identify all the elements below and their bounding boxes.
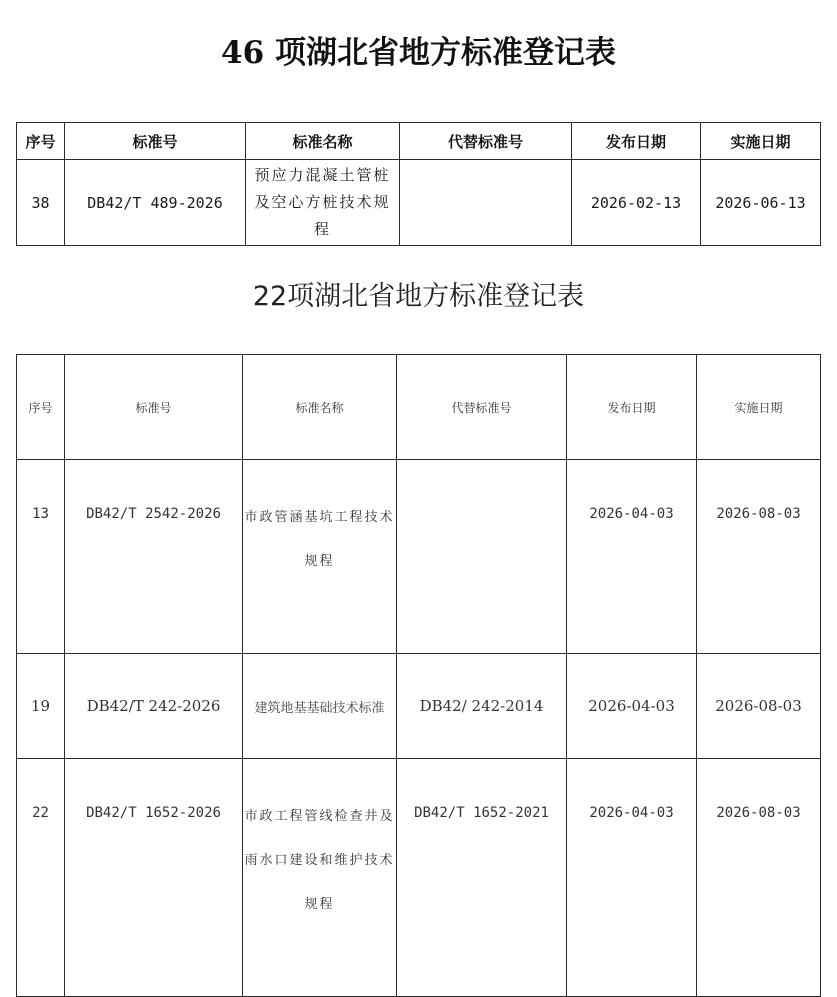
header-std-no: 标准号 (65, 355, 243, 460)
cell-std-no: DB42/T 489-2026 (65, 160, 246, 246)
table-header-row (17, 123, 821, 160)
cell-effective-date: 2026-06-13 (701, 160, 821, 246)
header-replaces: 代替标准号 (397, 355, 567, 460)
table-row (17, 460, 821, 654)
cell-publish-date: 2026-04-03 (567, 654, 697, 759)
cell-std-name: 市政管涵基坑工程技术规程 (243, 460, 397, 654)
header-publish-date: 发布日期 (567, 355, 697, 460)
cell-publish-date: 2026-04-03 (567, 460, 697, 654)
header-std-name: 标准名称 (243, 355, 397, 460)
header-std-name: 标准名称 (246, 123, 400, 160)
header-effective-date: 实施日期 (697, 355, 821, 460)
cell-std-no: DB42/T 242-2026 (65, 654, 243, 759)
standards-table-22 (16, 354, 821, 997)
cell-std-name: 市政工程管线检查井及雨水口建设和维护技术规程 (243, 759, 397, 997)
table2-title: 22项湖北省地方标准登记表 (252, 281, 585, 312)
cell-no: 22 (17, 759, 65, 997)
cell-std-name: 预应力混凝土管桩及空心方桩技术规程 (246, 160, 400, 246)
table-row (17, 160, 821, 246)
cell-effective-date: 2026-08-03 (697, 654, 821, 759)
cell-std-no: DB42/T 1652-2026 (65, 759, 243, 997)
header-no: 序号 (17, 123, 65, 160)
cell-no: 19 (17, 654, 65, 759)
header-publish-date: 发布日期 (572, 123, 701, 160)
cell-replaces (397, 460, 567, 654)
table-header-row (17, 355, 821, 460)
cell-effective-date: 2026-08-03 (697, 460, 821, 654)
cell-effective-date: 2026-08-03 (697, 759, 821, 997)
table-row (17, 759, 821, 997)
header-no: 序号 (17, 355, 65, 460)
cell-no: 13 (17, 460, 65, 654)
cell-publish-date: 2026-04-03 (567, 759, 697, 997)
cell-replaces: DB42/ 242-2014 (397, 654, 567, 759)
cell-no: 38 (17, 160, 65, 246)
header-std-no: 标准号 (65, 123, 246, 160)
header-effective-date: 实施日期 (701, 123, 821, 160)
cell-std-name: 建筑地基基础技术标准 (243, 654, 397, 759)
cell-std-no: DB42/T 2542-2026 (65, 460, 243, 654)
table1-title: 46 项湖北省地方标准登记表 (221, 35, 616, 71)
table-row (17, 654, 821, 759)
cell-publish-date: 2026-02-13 (572, 160, 701, 246)
cell-replaces: DB42/T 1652-2021 (397, 759, 567, 997)
header-replaces: 代替标准号 (400, 123, 572, 160)
standards-table-46 (16, 122, 821, 246)
cell-replaces (400, 160, 572, 246)
